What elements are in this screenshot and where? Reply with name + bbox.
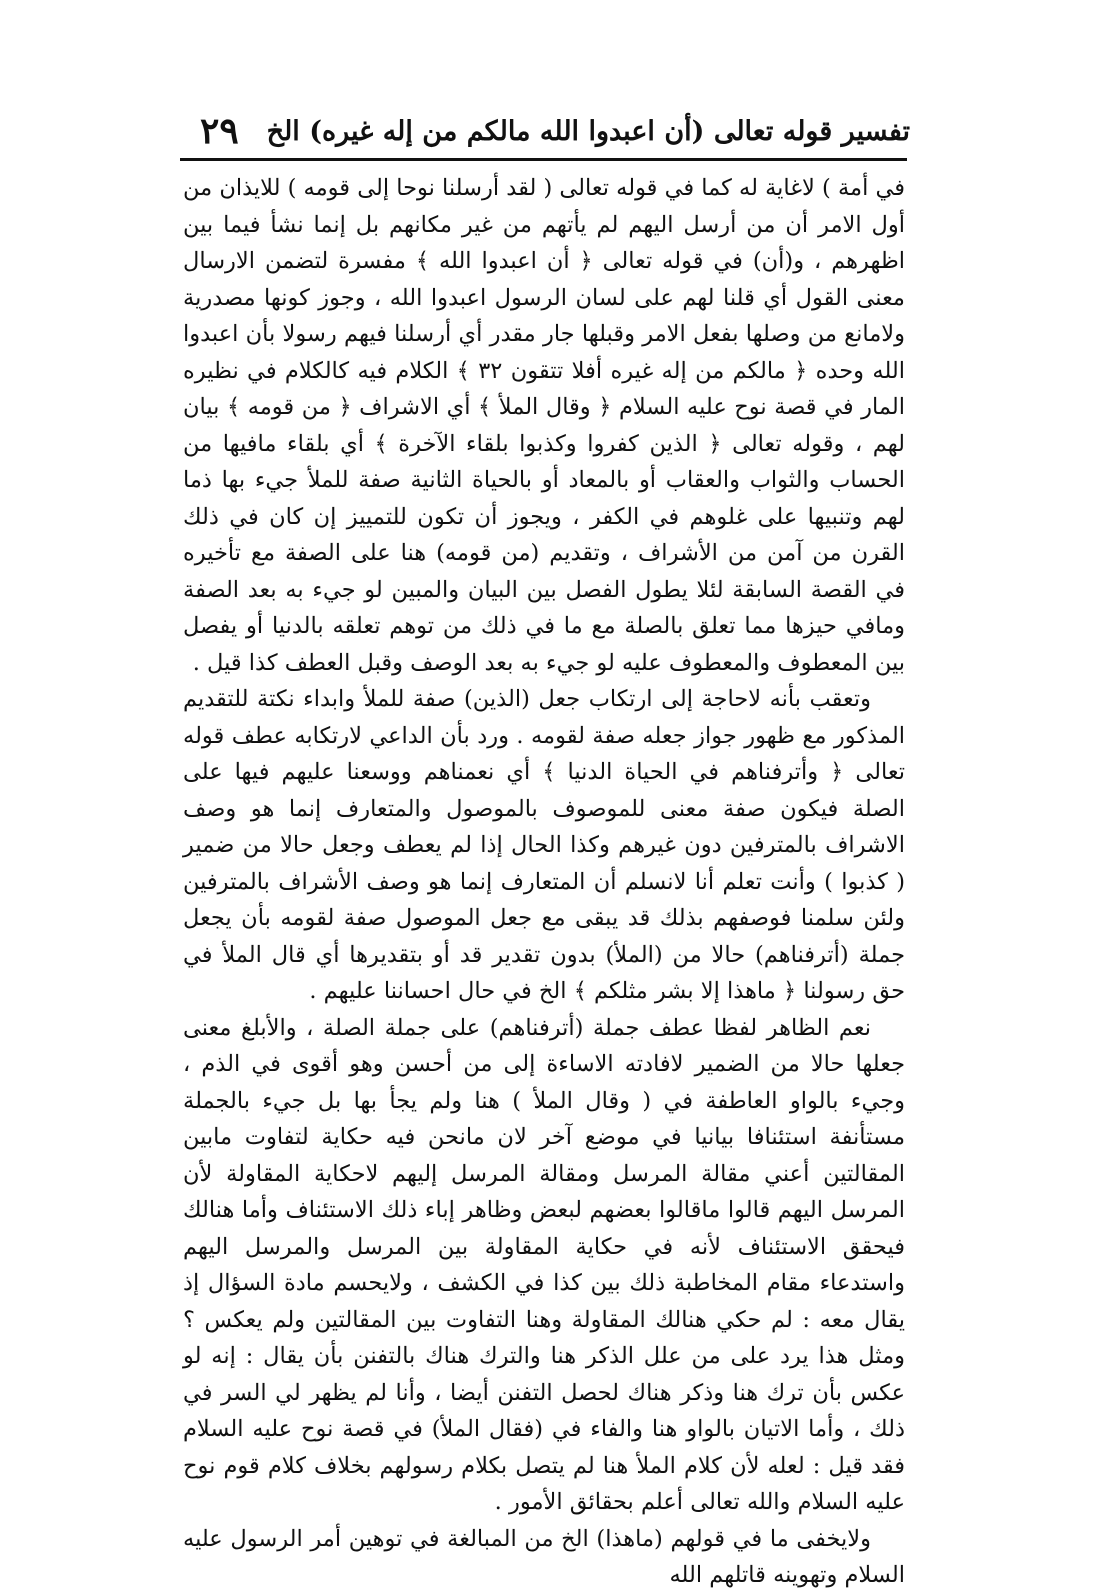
paragraph-1: في أمة ) لاغاية له كما في قوله تعالى ( لقد أرسلنا نوحا إلى قومه ) للايذان من أول الامر أن من أرسل اليهم لم يأتهم من غير مكانهم بل إنما نشأ فيما بين اظهرهم ، و(أن) في قوله تعالى ﴿ أن اعبدوا الله ﴾ مفسرة لتضمن الارسال معنى القول أي قلنا لهم على لسان الرسول اعبدوا الله ، وجوز كونها مصدرية ولامانع من وصلها بفعل الامر وقبلها جار مقدر أي أرسلنا فيهم رسولا بأن اعبدوا الله وحده ﴿ مالكم من إله غيره أفلا تتقون ٣٢ ﴾ الكلام فيه كالكلام في نظيره المار في قصة نوح عليه السلام ﴿ وقال الملأ ﴾ أي الاشراف ﴿ من قومه ﴾ بيان لهم ، وقوله تعالى ﴿ الذين كفروا وكذبوا بلقاء الآخرة ﴾ أي بلقاء مافيها من الحساب والثواب والعقاب أو بالمعاد أو بالحياة الثانية صفة للملأ جيء بها ذما لهم وتنبيها على غلوهم في الكفر ، ويجوز أن تكون للتمييز إن كان في ذلك القرن من آمن من الأشراف ، وتقديم (من قومه) هنا على الصفة مع تأخيره في القصة السابقة لئلا يطول الفصل بين البيان والمبين لو جيء به بعد الصفة ومافي حيزها مما تعلق بالصلة مع ما في ذلك من توهم تعلقه بالدنيا أو يفصل بين المعطوف والمعطوف عليه لو جيء به بعد الوصف وقبل العطف كذا قيل . <box>183 175 905 676</box>
page-header <box>180 110 910 158</box>
paragraph-2: وتعقب بأنه لاحاجة إلى ارتكاب جعل (الذين) صفة للملأ وابداء نكتة للتقديم المذكور مع ظهور جواز جعله صفة لقومه . ورد بأن الداعي لارتكابه عطف قوله تعالى ﴿ وأترفناهم في الحياة الدنيا ﴾ أي نعمناهم ووسعنا عليهم فيها على الصلة فيكون صفة معنى للموصوف بالموصول والمتعارف إنما هو وصف الاشراف بالمترفين دون غيرهم وكذا الحال إذا لم يعطف وجعل حالا من ضمير ( كذبوا ) وأنت تعلم أنا لانسلم أن المتعارف إنما هو وصف الأشراف بالمترفين ولئن سلمنا فوصفهم بذلك قد يبقى مع جعل الموصول صفة لقومه بأن يجعل جملة (أترفناهم) حالا من (الملأ) بدون تقدير قد أو بتقديرها أي قال الملأ في حق رسولنا ﴿ ماهذا إلا بشر مثلكم ﴾ الخ في حال احساننا عليهم . <box>183 686 905 1004</box>
header-divider <box>180 158 907 161</box>
paragraph-3: نعم الظاهر لفظا عطف جملة (أترفناهم) على جملة الصلة ، والأبلغ معنى جعلها حالا من الضمير لافادته الاساءة إلى من أحسن وهو أقوى في الذم ، وجيء بالواو العاطفة في ( وقال الملأ ) هنا ولم يجأ بها بل جيء بالجملة مستأنفة استئنافا بيانيا في موضع آخر لان مانحن فيه حكاية لتفاوت مابين المقالتين أعني مقالة المرسل ومقالة المرسل إليهم لاحكاية المقاولة لأن المرسل اليهم قالوا ماقالوا بعضهم لبعض وظاهر إباء ذلك الاستئناف وأما هنالك فيحقق الاستئناف لأنه في حكاية المقاولة بين المرسل والمرسل اليهم واستدعاء مقام المخاطبة ذلك بين كذا في الكشف ، ولايحسم مادة السؤال إذ يقال معه : لم حكي هنالك المقاولة وهنا التفاوت بين المقالتين ولم يعكس ؟ ومثل هذا يرد على من علل الذكر هنا والترك هناك بالتفنن بأن يقال : إنه لو عكس بأن ترك هنا وذكر هناك لحصل التفنن أيضا ، وأنا لم يظهر لي السر في ذلك ، وأما الاتيان بالواو هنا والفاء في (فقال الملأ) في قصة نوح عليه السلام فقد قيل : لعله لأن كلام الملأ هنا لم يتصل بكلام رسولهم بخلاف كلام قوم نوح عليه السلام والله تعالى أعلم بحقائق الأمور . <box>183 1014 905 1515</box>
page-number: ٢٩ <box>200 110 239 152</box>
running-title: تفسير قوله تعالى (أن اعبدوا الله مالكم من إله غيره) الخ <box>266 116 910 147</box>
paragraph-4: ولايخفى ما في قولهم (ماهذا) الخ من المبالغة في توهين أمر الرسول عليه السلام وتهوينه قاتلهم الله <box>183 1525 905 1588</box>
page-body <box>183 170 905 1594</box>
